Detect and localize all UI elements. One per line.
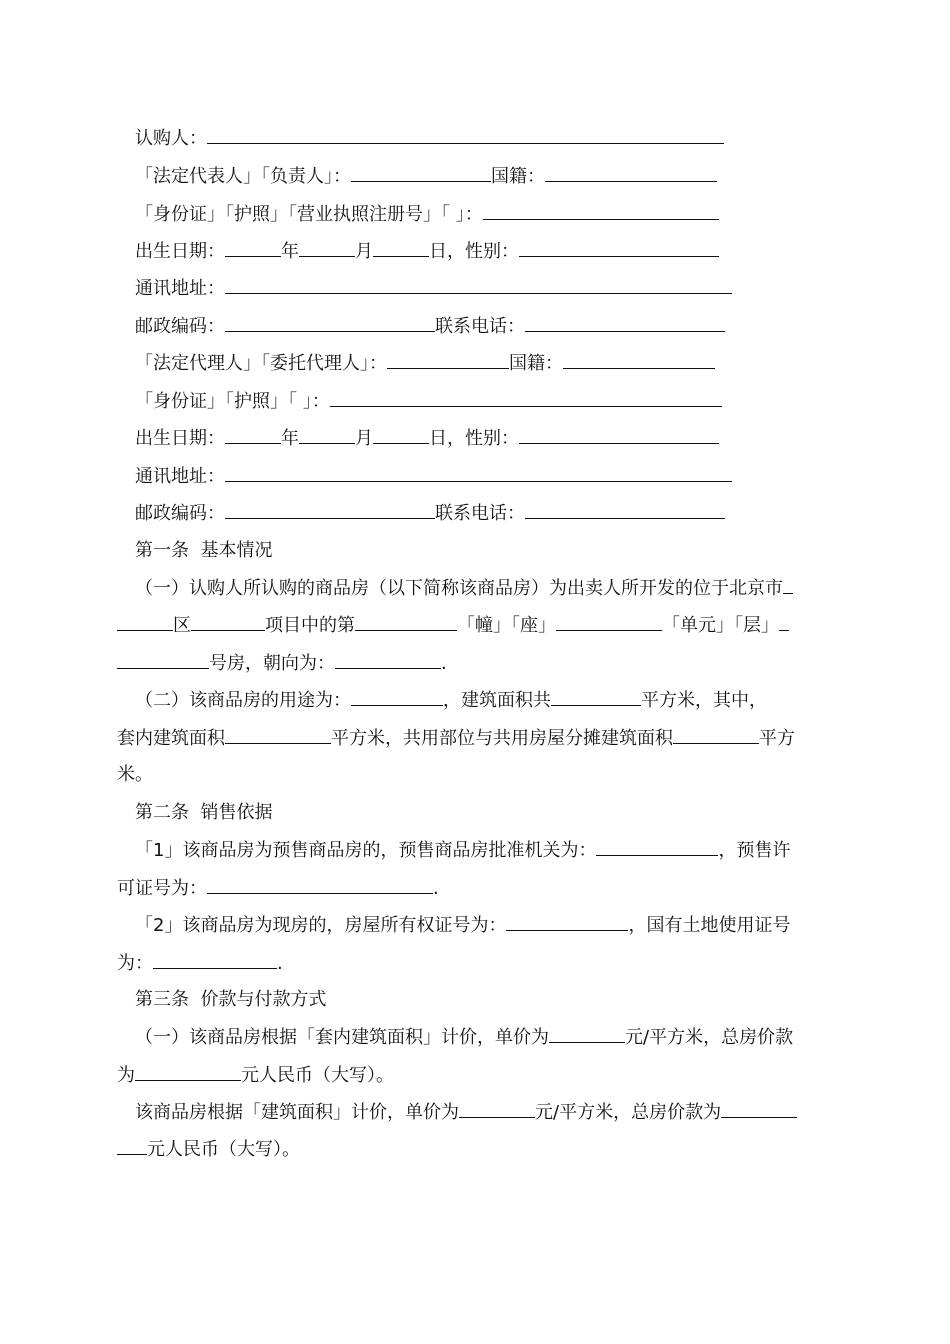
gross-price-label: 该商品房根据「建筑面积」计价，单价为 xyxy=(135,1102,459,1123)
agent-contact-row xyxy=(135,500,725,526)
floor-area-label: ，建筑面积共 xyxy=(443,690,551,711)
district-blank[interactable] xyxy=(117,612,173,631)
buyer-address-blank[interactable] xyxy=(225,275,732,294)
room-blank[interactable] xyxy=(117,650,209,669)
gross-total-label: 元/平方米，总房价款为 xyxy=(535,1102,722,1123)
building-label: 「幢」「座」 xyxy=(457,615,556,636)
floor-area-blank[interactable] xyxy=(551,687,641,706)
agent-phone-label: 联系电话： xyxy=(435,503,525,524)
article1-p2-line1 xyxy=(135,687,767,713)
agent-birth-year-blank[interactable] xyxy=(225,425,281,444)
presale-permit-label-b: 可证号为： xyxy=(117,878,207,899)
inner-unit-price-blank[interactable] xyxy=(549,1024,625,1043)
agent-nationality-blank[interactable] xyxy=(563,350,715,369)
month-label: 月 xyxy=(355,241,373,262)
room-label: 号房，朝向为： xyxy=(209,653,335,674)
buyer-birth-row xyxy=(135,238,719,264)
agent-id-blank[interactable] xyxy=(330,388,722,407)
article3-p2-line1 xyxy=(135,1099,797,1125)
room-blank-start[interactable] xyxy=(779,612,789,631)
project-blank[interactable] xyxy=(191,612,265,631)
buyer-address-label: 通讯地址： xyxy=(135,278,225,299)
buyer-address-row xyxy=(135,275,732,301)
article1-p1-line1 xyxy=(135,575,793,601)
district-label: 区 xyxy=(173,615,191,636)
inner-area-blank[interactable] xyxy=(225,725,331,744)
period: . xyxy=(441,653,447,674)
day-gender-label: 日，性别： xyxy=(429,241,519,262)
agent-address-label: 通讯地址： xyxy=(135,466,225,487)
shared-area-blank[interactable] xyxy=(673,725,759,744)
article1-p1-line2 xyxy=(117,612,789,638)
agent-birth-label: 出生日期： xyxy=(135,428,225,449)
presale-authority-label: 「1」该商品房为预售商品房的，预售商品房批准机关为： xyxy=(135,840,597,861)
agent-address-row xyxy=(135,463,732,489)
buyer-rep-blank[interactable] xyxy=(351,163,491,182)
buyer-id-label: 「身份证」「护照」「营业执照注册号」「 」： xyxy=(135,204,483,225)
buyer-postcode-label: 邮政编码： xyxy=(135,316,225,337)
agent-id-label: 「身份证」「护照」「 」： xyxy=(135,391,330,412)
buyer-contact-row xyxy=(135,313,725,339)
gross-total-blank-start[interactable] xyxy=(721,1099,797,1118)
ownership-cert-blank[interactable] xyxy=(506,912,628,931)
unit-blank[interactable] xyxy=(556,612,662,631)
article3-p1-line2 xyxy=(117,1062,394,1088)
land-cert-blank[interactable] xyxy=(153,950,277,969)
agent-nationality-label: 国籍： xyxy=(509,353,563,374)
inner-price-label: （一）该商品房根据「套内建筑面积」计价，单价为 xyxy=(135,1027,549,1048)
article2-p1-line2 xyxy=(117,875,439,901)
period: . xyxy=(277,953,283,974)
project-label: 项目中的第 xyxy=(265,615,355,636)
day-gender-label: 日，性别： xyxy=(429,428,519,449)
agent-birth-month-blank[interactable] xyxy=(299,425,355,444)
article1-p1-line3 xyxy=(117,650,447,676)
sqm-label: 平方米，其中， xyxy=(641,690,767,711)
article2-p1-line1 xyxy=(135,837,790,863)
inner-area-label: 套内建筑面积 xyxy=(117,728,225,749)
agent-phone-blank[interactable] xyxy=(525,500,725,519)
article1-p1-text-a: （一）认购人所认购的商品房（以下简称该商品房）为出卖人所开发的位于北京市 xyxy=(135,578,783,599)
buyer-phone-label: 联系电话： xyxy=(435,316,525,337)
buyer-birth-day-blank[interactable] xyxy=(373,238,429,257)
year-label: 年 xyxy=(281,241,299,262)
agent-id-row xyxy=(135,388,722,414)
buyer-birth-year-blank[interactable] xyxy=(225,238,281,257)
usage-blank[interactable] xyxy=(351,687,443,706)
agent-rep-label: 「法定代理人」「委托代理人」： xyxy=(135,353,387,374)
article2-p2-line2 xyxy=(117,950,283,976)
article3-title: 第三条 价款与付款方式 xyxy=(135,989,327,1010)
unit-label: 「单元」「层」 xyxy=(662,615,779,636)
article1-title: 第一条 基本情况 xyxy=(135,540,273,561)
article2-p2-line1 xyxy=(135,912,790,938)
agent-postcode-blank[interactable] xyxy=(225,500,435,519)
buyer-nationality-blank[interactable] xyxy=(545,163,717,182)
inner-total-label: 元/平方米，总房价款 xyxy=(625,1027,794,1048)
agent-birth-row xyxy=(135,425,719,451)
presale-authority-blank[interactable] xyxy=(596,837,718,856)
land-cert-label-a: ，国有土地使用证号 xyxy=(628,915,791,936)
shared-area-label: 平方米，共用部位与共用房屋分摊建筑面积 xyxy=(331,728,673,749)
buyer-birth-label: 出生日期： xyxy=(135,241,225,262)
buyer-rep-row xyxy=(135,163,717,189)
article1-p2-line3: 米。 xyxy=(117,764,153,785)
buyer-id-blank[interactable] xyxy=(483,201,719,220)
buyer-postcode-blank[interactable] xyxy=(225,313,435,332)
agent-postcode-label: 邮政编码： xyxy=(135,503,225,524)
agent-gender-blank[interactable] xyxy=(519,425,719,444)
article3-p2-line2 xyxy=(117,1136,300,1162)
land-cert-label-b: 为： xyxy=(117,953,153,974)
ownership-cert-label: 「2」该商品房为现房的，房屋所有权证号为： xyxy=(135,915,507,936)
inner-rmb-label: 元人民币（大写）。 xyxy=(241,1065,394,1086)
buyer-name-label: 认购人： xyxy=(135,128,207,149)
agent-birth-day-blank[interactable] xyxy=(373,425,429,444)
usage-label: （二）该商品房的用途为： xyxy=(135,690,351,711)
sqm-label: 平方 xyxy=(759,728,795,749)
agent-rep-blank[interactable] xyxy=(387,350,509,369)
year-label: 年 xyxy=(281,428,299,449)
presale-permit-label-a: ，预售许 xyxy=(718,840,791,861)
buyer-rep-label: 「法定代表人」「负责人」： xyxy=(135,166,351,187)
district-blank-start[interactable] xyxy=(783,575,793,594)
gross-rmb-label: 元人民币（大写）。 xyxy=(147,1139,300,1160)
presale-permit-blank[interactable] xyxy=(207,875,433,894)
month-label: 月 xyxy=(355,428,373,449)
buyer-nationality-label: 国籍： xyxy=(491,166,545,187)
article3-p1-line1 xyxy=(135,1024,793,1050)
gross-unit-price-blank[interactable] xyxy=(459,1099,535,1118)
buyer-id-row xyxy=(135,201,719,227)
inner-total-blank[interactable] xyxy=(135,1062,241,1081)
buyer-phone-blank[interactable] xyxy=(525,313,725,332)
agent-rep-row xyxy=(135,350,715,376)
buyer-birth-month-blank[interactable] xyxy=(299,238,355,257)
building-blank[interactable] xyxy=(355,612,457,631)
article2-title: 第二条 销售依据 xyxy=(135,802,273,823)
period: . xyxy=(433,878,439,899)
article1-p2-line2 xyxy=(117,725,795,751)
buyer-name-row xyxy=(135,125,724,151)
buyer-name-blank[interactable] xyxy=(207,125,724,144)
gross-total-blank[interactable] xyxy=(117,1136,147,1155)
agent-address-blank[interactable] xyxy=(225,463,732,482)
inner-total-label-b: 为 xyxy=(117,1065,135,1086)
buyer-gender-blank[interactable] xyxy=(519,238,719,257)
orientation-blank[interactable] xyxy=(335,650,441,669)
